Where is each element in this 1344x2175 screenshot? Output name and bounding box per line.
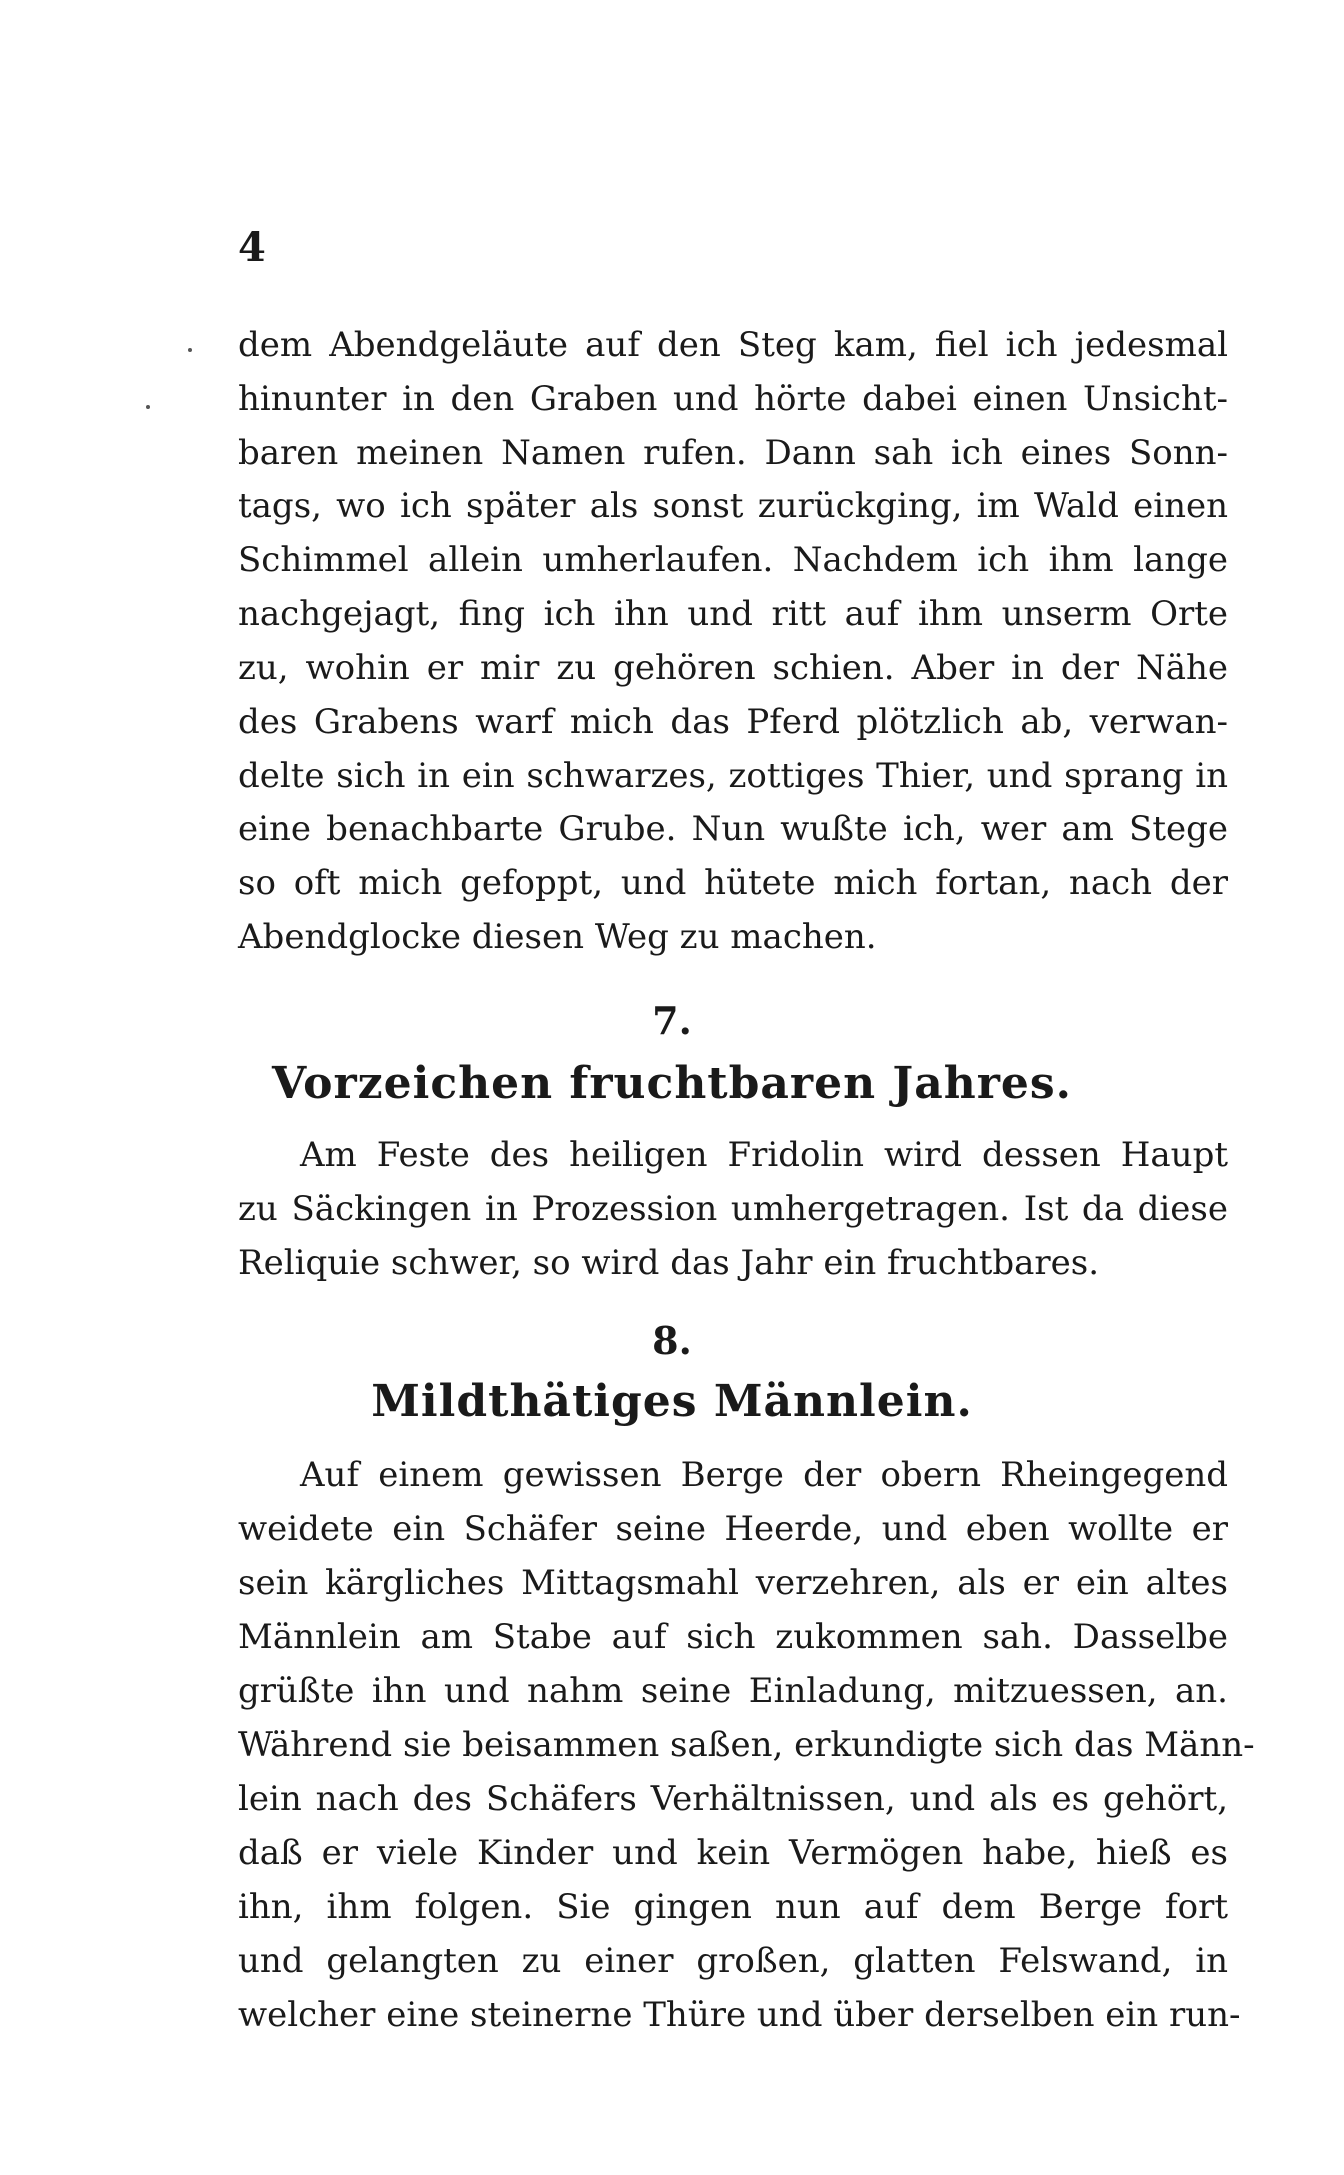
section-8-title: Mildthätiges Männlein. [371,1376,973,1427]
section-7-number: 7. [652,998,692,1043]
text-line: Schimmel allein umherlaufen. Nachdem ich ihm lange [238,540,1228,580]
margin-speck [188,348,192,352]
text-line: hinunter in den Graben und hörte dabei einen Unsicht- [238,379,1228,419]
text-line: Abendglocke diesen Weg zu machen. [238,917,877,957]
text-line: zu, wohin er mir zu gehören schien. Aber in der Nähe [238,648,1228,688]
text-line: Am Feste des heiligen Fridolin wird dessen Haupt [300,1135,1228,1175]
text-line: Männlein am Stabe auf sich zukommen sah. Dasselbe [238,1617,1228,1657]
text-line: so oft mich gefoppt, und hütete mich fortan, nach der [238,863,1228,903]
text-line: weidete ein Schäfer seine Heerde, und eben wollte er [238,1509,1228,1549]
text-line: grüßte ihn und nahm seine Einladung, mitzuessen, an. [238,1671,1228,1711]
text-line: des Grabens warf mich das Pferd plötzlich ab, verwan- [238,702,1228,742]
text-line: delte sich in ein schwarzes, zottiges Thier, und sprang in [238,756,1228,796]
text-line: lein nach des Schäfers Verhältnissen, und als es gehört, [238,1779,1228,1819]
text-line: Während sie beisammen saßen, erkundigte sich das Männ- [238,1725,1255,1765]
text-line: welcher eine steinerne Thüre und über derselben ein run- [238,1995,1241,2035]
text-line: nachgejagt, fing ich ihn und ritt auf ihm unserm Orte [238,594,1228,634]
text-line: sein kärgliches Mittagsmahl verzehren, als er ein altes [238,1563,1228,1603]
text-line: daß er viele Kinder und kein Vermögen habe, hieß es [238,1833,1228,1873]
section-7-title: Vorzeichen fruchtbaren Jahres. [272,1058,1072,1109]
text-line: dem Abendgeläute auf den Steg kam, fiel ich jedesmal [238,325,1228,365]
margin-speck [146,405,150,409]
text-line: Auf einem gewissen Berge der obern Rheingegend [300,1455,1228,1495]
text-line: Reliquie schwer, so wird das Jahr ein fruchtbares. [238,1243,1100,1283]
page-number: 4 [238,224,266,271]
text-line: eine benachbarte Grube. Nun wußte ich, wer am Stege [238,809,1228,849]
section-8-number: 8. [652,1318,692,1363]
text-line: ihn, ihm folgen. Sie gingen nun auf dem Berge fort [238,1887,1228,1927]
text-line: zu Säckingen in Prozession umhergetragen. Ist da diese [238,1189,1228,1229]
text-line: und gelangten zu einer großen, glatten Felswand, in [238,1941,1228,1981]
text-line: tags, wo ich später als sonst zurückging, im Wald einen [238,486,1228,526]
text-line: baren meinen Namen rufen. Dann sah ich eines Sonn- [238,433,1228,473]
